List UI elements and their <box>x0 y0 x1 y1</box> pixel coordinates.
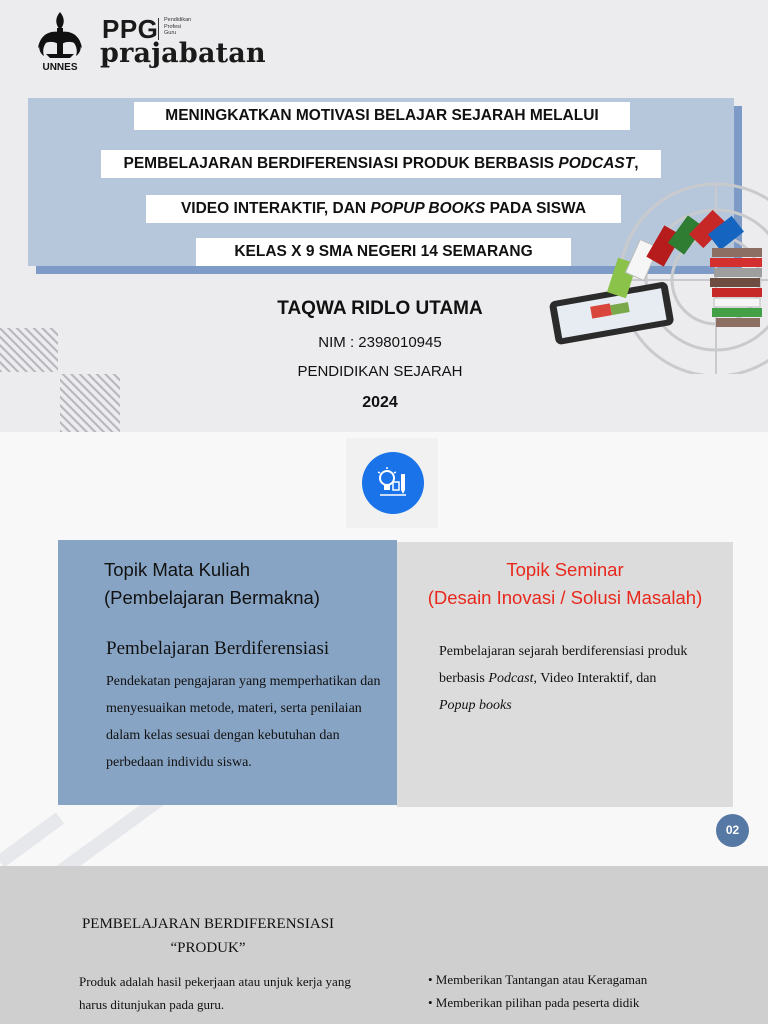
course-topic-heading-2: (Pembelajaran Bermakna) <box>104 587 320 608</box>
seminar-body-text-1: Pembelajaran sejarah berdiferensiasi produk berbasis <box>439 644 688 686</box>
title-line-3-text: VIDEO INTERAKTIF, DAN <box>180 200 371 217</box>
logo-prajabatan-text: prajabatan <box>100 38 266 69</box>
title-line-1: MENINGKATKAN MOTIVASI BELAJAR SEJARAH MELALUI <box>134 102 630 130</box>
seminar-body-text-2: , Video Interaktif, dan <box>533 671 657 686</box>
logo-small-line-1: Pendidikan <box>164 17 192 23</box>
title-line-3-suffix: PADA SISWA <box>485 200 587 217</box>
books-tablet-illustration-icon <box>540 178 768 374</box>
author-program: PENDIDIKAN SEJARAH <box>297 363 463 380</box>
title-line-3-emphasis: POPUP BOOKS <box>370 200 486 217</box>
product-definition: Produk adalah hasil pekerjaan atau unjuk kerja yang harus ditunjukan pada guru. <box>79 974 351 1012</box>
seminar-body-emphasis-2: Popup books <box>439 698 512 713</box>
logo-small-line-3: Guru <box>164 30 177 36</box>
title-line-2 <box>101 150 661 178</box>
seminar-topic-heading-1: Topik Seminar <box>506 559 624 580</box>
page-number-badge: 02 <box>716 814 749 847</box>
product-slide <box>0 866 768 1024</box>
course-topic-body: Pendekatan pengajaran yang memperhatikan dan menyesuaikan metode, materi, serta penilaian dalam kelas sesuai dengan kebutuhan dan perbedaan individu siswa. <box>106 674 381 770</box>
author-nim: NIM : 2398010945 <box>318 334 442 351</box>
seminar-body-emphasis-1: Podcast <box>488 671 534 686</box>
emblem-text: UNNES <box>42 62 78 73</box>
list-item: • Memberikan Tantangan atau Keragaman <box>428 972 648 987</box>
course-topic-heading-1: Topik Mata Kuliah <box>104 559 251 580</box>
title-line-2-emphasis: PODCAST <box>558 155 635 172</box>
author-name: TAQWA RIDLO UTAMA <box>277 298 483 319</box>
unnes-emblem-icon <box>34 8 86 74</box>
course-topic-subheading: Pembelajaran Berdiferensiasi <box>106 638 330 659</box>
hatch-pattern-bottom <box>60 374 120 432</box>
icon-circle <box>362 452 424 514</box>
logo-ppg-text: PPG <box>102 14 159 44</box>
title-slide <box>0 0 768 432</box>
seminar-topic-card <box>397 542 733 807</box>
ppg-logo <box>34 8 264 74</box>
list-item: • Memberikan pilihan pada peserta didik <box>428 995 640 1010</box>
title-line-2-comma: , <box>634 155 639 172</box>
hatch-pattern-top <box>0 328 58 372</box>
product-slide-title-1: PEMBELAJARAN BERDIFERENSIASI <box>81 916 335 932</box>
product-slide-title <box>60 912 356 960</box>
product-bullet-list <box>428 968 748 1014</box>
course-topic-card <box>58 540 397 805</box>
topic-slide <box>0 432 768 866</box>
product-slide-title-2: “PRODUK” <box>170 940 246 956</box>
title-line-4: KELAS X 9 SMA NEGERI 14 SEMARANG <box>196 238 571 266</box>
lightbulb-pencil-icon <box>374 464 412 502</box>
seminar-topic-heading-2: (Desain Inovasi / Solusi Masalah) <box>427 587 703 608</box>
author-year: 2024 <box>362 394 398 411</box>
logo-small-text <box>164 17 224 37</box>
logo-small-line-2: Profesi <box>164 23 182 30</box>
logo-divider <box>158 18 159 40</box>
idea-icon-tile <box>346 438 438 528</box>
seminar-topic-body <box>439 638 719 719</box>
title-line-2-text: PEMBELAJARAN BERDIFERENSIASI PRODUK BERBASIS <box>123 155 559 172</box>
